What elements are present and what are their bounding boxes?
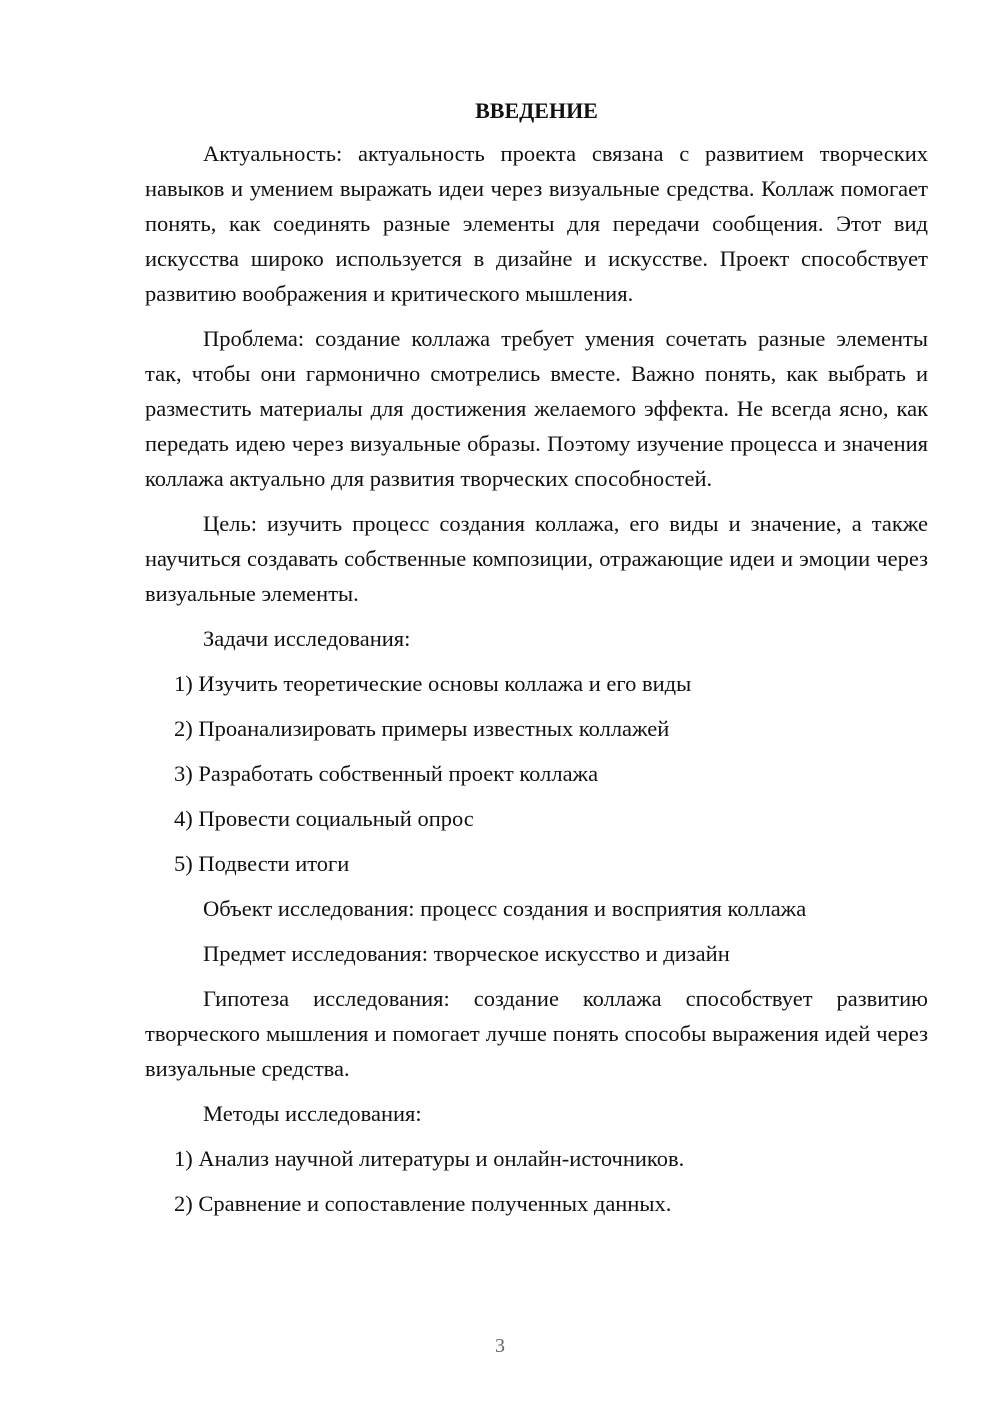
page-number: 3 bbox=[495, 1335, 505, 1357]
research-object: Объект исследования: процесс создания и восприятия коллажа bbox=[203, 896, 807, 921]
task-item-2: 2) Проанализировать примеры известных коллажей bbox=[174, 716, 670, 741]
section-title: ВВЕДЕНИЕ bbox=[475, 98, 598, 123]
task-item-5: 5) Подвести итоги bbox=[174, 851, 350, 876]
goal-paragraph: Цель: изучить процесс создания коллажа, его виды и значение, а также научиться создавать собственные композиции, отражающие идеи и эмоции через визуальные элементы. bbox=[145, 511, 928, 606]
methods-heading: Методы исследования: bbox=[203, 1101, 422, 1126]
problem-paragraph: Проблема: создание коллажа требует умения сочетать разные элементы так, чтобы они гармонично смотрелись вместе. Важно понять, как выбрать и разместить материалы для достижения желаемого эффекта. Не всегда ясно, как передать идею через визуальные образы. Поэтому изучение процесса и значения коллажа актуально для развития творческих способностей. bbox=[145, 326, 928, 491]
method-item-1: 1) Анализ научной литературы и онлайн-источников. bbox=[174, 1146, 685, 1171]
method-item-2: 2) Сравнение и сопоставление полученных данных. bbox=[174, 1191, 672, 1216]
tasks-heading: Задачи исследования: bbox=[203, 626, 411, 651]
task-item-3: 3) Разработать собственный проект коллажа bbox=[174, 761, 599, 786]
task-item-1: 1) Изучить теоретические основы коллажа и его виды bbox=[174, 671, 692, 696]
hypothesis-paragraph: Гипотеза исследования: создание коллажа способствует развитию творческого мышления и помогает лучше понять способы выражения идей через визуальные средства. bbox=[145, 986, 928, 1081]
relevance-paragraph: Актуальность: актуальность проекта связана с развитием творческих навыков и умением выражать идеи через визуальные средства. Коллаж помогает понять, как соединять разные элементы для передачи сообщения. Этот вид искусства широко используется в дизайне и искусстве. Проект способствует развитию воображения и критического мышления. bbox=[145, 141, 928, 306]
research-subject: Предмет исследования: творческое искусство и дизайн bbox=[203, 941, 730, 966]
document-page bbox=[145, 96, 928, 1231]
task-item-4: 4) Провести социальный опрос bbox=[174, 806, 474, 831]
